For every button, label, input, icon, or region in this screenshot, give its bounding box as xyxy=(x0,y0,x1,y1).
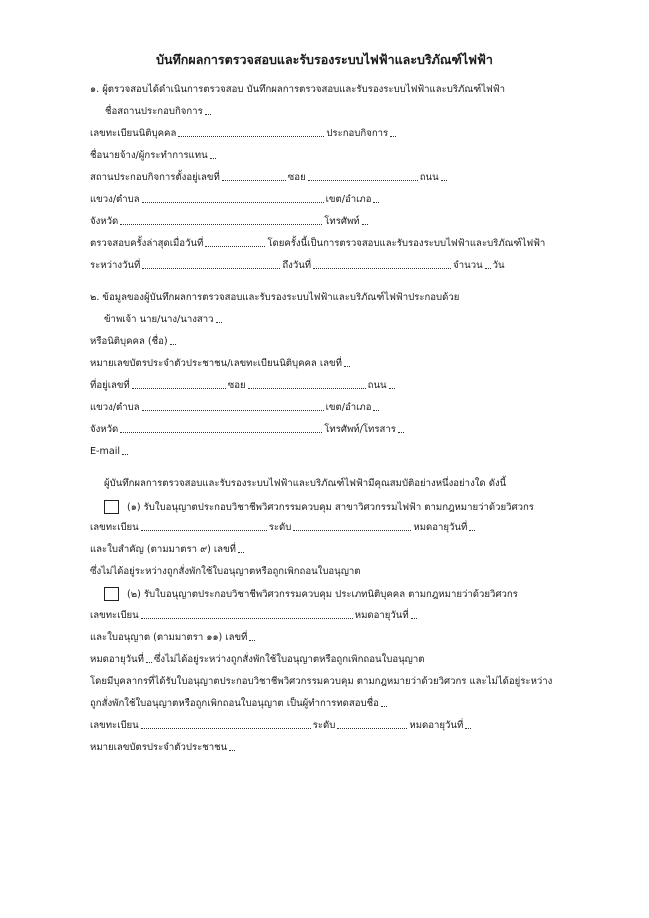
cert-sec9-field[interactable] xyxy=(238,552,244,553)
section2-heading-line xyxy=(90,290,459,304)
this-inspection-label: โดยครั้งนี้เป็นการตรวจสอบและรับรองระบบไฟฟ้าและบริภัณฑ์ไฟฟ้า xyxy=(267,238,546,249)
inspection-period-line xyxy=(90,258,589,272)
email-field[interactable] xyxy=(122,454,128,455)
juristic-name-field[interactable] xyxy=(170,344,176,345)
personnel-text2: ถูกสั่งพักใช้ใบอนุญาตหรือถูกเพิกถอนใบอนุญาต เป็นผู้ทำการทดสอบชื่อ xyxy=(90,698,379,709)
tester-name-field[interactable] xyxy=(381,706,387,707)
business-name-line xyxy=(105,104,589,118)
province-field[interactable] xyxy=(120,224,322,225)
inspector-soi-label: ซอย xyxy=(227,380,246,391)
district-field[interactable] xyxy=(373,202,379,203)
opt2-expiry3-label: หมดอายุวันที่ xyxy=(90,654,144,665)
not-suspended-line xyxy=(90,564,361,578)
option1-registration-line xyxy=(90,520,589,534)
id-number-label: หมายเลขบัตรประจำตัวประชาชน/เลขทะเบียนนิติบุคคล เลขที่ xyxy=(90,358,342,369)
id-number-line xyxy=(90,356,589,370)
inspector-name-field[interactable] xyxy=(216,322,222,323)
business-address-line xyxy=(90,170,589,184)
last-inspection-label: ตรวจสอบครั้งล่าสุดเมื่อวันที่ xyxy=(90,238,204,249)
license-sec11-field[interactable] xyxy=(249,640,255,641)
citizen-id-field[interactable] xyxy=(229,750,235,751)
opt1-expiry-field[interactable] xyxy=(469,530,475,531)
road-label: ถนน xyxy=(419,172,439,183)
email-line xyxy=(90,444,589,458)
tester-expiry-label: หมดอายุวันที่ xyxy=(409,720,464,731)
id-number-field[interactable] xyxy=(344,366,350,367)
page-title: บันทึกผลการตรวจสอบและรับรองระบบไฟฟ้าและบริภัณฑ์ไฟฟ้า xyxy=(156,52,493,67)
inspector-address-no-field[interactable] xyxy=(132,388,226,389)
option2-registration-line xyxy=(90,608,589,622)
opt1-level-field[interactable] xyxy=(293,530,411,531)
inspector-subdistrict-field[interactable] xyxy=(142,410,324,411)
not-suspended-text: ซึ่งไม่ได้อยู่ระหว่างถูกสั่งพักใช้ใบอนุญาตหรือถูกเพิกถอนใบอนุญาต xyxy=(90,566,361,577)
tester-level-label: ระดับ xyxy=(312,720,336,731)
business-district-line xyxy=(90,192,589,206)
tester-expiry-field[interactable] xyxy=(465,728,471,729)
between-date-label: ระหว่างวันที่ xyxy=(90,260,141,271)
count-label: จำนวน xyxy=(453,260,483,271)
employer-label: ชื่อนายจ้าง/ผู้กระทำการแทน xyxy=(90,150,208,161)
option2-line xyxy=(104,585,589,601)
subdistrict-field[interactable] xyxy=(142,202,324,203)
section1-heading-line xyxy=(90,82,505,96)
soi-field[interactable] xyxy=(308,180,418,181)
inspector-subdistrict-label: แขวง/ตำบล xyxy=(90,402,140,413)
province-label: จังหวัด xyxy=(90,216,119,227)
qualifications-intro: ผู้บันทึกผลการตรวจสอบและรับรองระบบไฟฟ้าและบริภัณฑ์ไฟฟ้ามีคุณสมบัติอย่างหนึ่งอย่างใด ดังนี้ xyxy=(104,478,507,489)
inspector-district-line xyxy=(90,400,589,414)
section1-heading: ๑. ผู้ตรวจสอบได้ดำเนินการตรวจสอบ บันทึกผลการตรวจสอบและรับรองระบบไฟฟ้าและบริภัณฑ์ไฟฟ้า xyxy=(90,84,505,95)
business-type-field[interactable] xyxy=(390,136,396,137)
citizen-id-label: หมายเลขบัตรประจำตัวประชาชน xyxy=(90,742,228,753)
opt1-reg-no-field[interactable] xyxy=(141,530,267,531)
opt2-reg-no-label: เลขทะเบียน xyxy=(90,610,139,621)
employer-field[interactable] xyxy=(210,158,216,159)
tester-reg-no-field[interactable] xyxy=(141,728,311,729)
inspector-road-label: ถนน xyxy=(367,380,387,391)
business-type-label: ประกอบกิจการ xyxy=(326,128,389,139)
license-sec11-label: และใบอนุญาต (ตามมาตรา ๑๑) เลขที่ xyxy=(90,632,248,643)
days-label: วัน xyxy=(492,260,505,271)
phone-fax-field[interactable] xyxy=(398,432,404,433)
inspector-district-label: เขต/อำเภอ xyxy=(325,402,372,413)
opt2-expiry-field[interactable] xyxy=(411,618,417,619)
address-no-field[interactable] xyxy=(222,180,286,181)
inspector-soi-field[interactable] xyxy=(248,388,366,389)
inspector-name-line xyxy=(104,312,589,326)
cert-sec9-label: และใบสำคัญ (ตามมาตรา ๙) เลขที่ xyxy=(90,544,236,555)
inspector-name-label: ข้าพเจ้า นาย/นาง/นางสาว xyxy=(104,314,214,325)
juristic-name-label: หรือนิติบุคคล (ชื่อ) xyxy=(90,336,168,347)
personnel-line1 xyxy=(90,674,552,688)
district-label: เขต/อำเภอ xyxy=(325,194,372,205)
tester-registration-line xyxy=(90,718,589,732)
subdistrict-label: แขวง/ตำบล xyxy=(90,194,140,205)
business-name-field[interactable] xyxy=(205,114,211,115)
cert-sec9-line xyxy=(90,542,589,556)
count-field[interactable] xyxy=(485,268,491,269)
inspector-road-field[interactable] xyxy=(389,388,395,389)
registration-line xyxy=(90,126,589,140)
opt2-reg-no-field[interactable] xyxy=(141,618,353,619)
qualifications-intro-line xyxy=(104,476,506,490)
inspector-province-label: จังหวัด xyxy=(90,424,119,435)
to-date-field[interactable] xyxy=(313,268,451,269)
opt2-expiry3-field[interactable] xyxy=(146,662,152,663)
not-suspended2-text: ซึ่งไม่ได้อยู่ระหว่างถูกสั่งพักใช้ใบอนุญาตหรือถูกเพิกถอนใบอนุญาต xyxy=(153,654,425,665)
tester-reg-no-label: เลขทะเบียน xyxy=(90,720,139,731)
phone-field[interactable] xyxy=(362,224,368,225)
phone-fax-label: โทรศัพท์/โทรสาร xyxy=(324,424,396,435)
business-province-line xyxy=(90,214,589,228)
juristic-name-line xyxy=(90,334,589,348)
inspector-address-no-label: ที่อยู่เลขที่ xyxy=(90,380,130,391)
between-date-field[interactable] xyxy=(142,268,280,269)
section2-heading: ๒. ข้อมูลของผู้บันทึกผลการตรวจสอบและรับรองระบบไฟฟ้าและบริภัณฑ์ไฟฟ้าประกอบด้วย xyxy=(90,292,460,303)
employer-line xyxy=(90,148,589,162)
opt1-reg-no-label: เลขทะเบียน xyxy=(90,522,139,533)
to-date-label: ถึงวันที่ xyxy=(282,260,312,271)
inspector-province-field[interactable] xyxy=(120,432,322,433)
option2-checkbox[interactable] xyxy=(104,587,119,601)
personnel-line2 xyxy=(90,696,589,710)
opt1-level-label: ระดับ xyxy=(268,522,292,533)
option2-expiry-line xyxy=(90,652,589,666)
inspector-address-line xyxy=(90,378,589,392)
address-no-label: สถานประกอบกิจการตั้งอยู่เลขที่ xyxy=(90,172,220,183)
option1-checkbox[interactable] xyxy=(104,500,119,514)
phone-label: โทรศัพท์ xyxy=(324,216,360,227)
option2-label: (๒) รับใบอนุญาตประกอบวิชาชีพวิศวกรรมควบคุม ประเภทนิติบุคคล ตามกฎหมายว่าด้วยวิศวกร xyxy=(127,589,518,600)
inspector-province-line xyxy=(90,422,589,436)
inspector-district-field[interactable] xyxy=(373,410,379,411)
email-label: E-mail xyxy=(90,446,121,457)
last-inspection-field[interactable] xyxy=(205,246,265,247)
option1-label: (๑) รับใบอนุญาตประกอบวิชาชีพวิศวกรรมควบคุม สาขาวิศวกรรมไฟฟ้า ตามกฎหมายว่าด้วยวิศวกร xyxy=(127,502,534,513)
business-name-label: ชื่อสถานประกอบกิจการ xyxy=(105,106,203,117)
license-sec11-line xyxy=(90,630,589,644)
personnel-text1: โดยมีบุคลากรที่ได้รับใบอนุญาตประกอบวิชาชีพวิศวกรรมควบคุม ตามกฎหมายว่าด้วยวิศวกร และไม่ได้อยู่ระหว่าง xyxy=(90,676,553,687)
option1-line xyxy=(104,498,589,514)
opt1-expiry-label: หมดอายุวันที่ xyxy=(413,522,468,533)
last-inspection-line xyxy=(90,236,589,250)
soi-label: ซอย xyxy=(287,172,306,183)
registration-no-label: เลขทะเบียนนิติบุคคล xyxy=(90,128,177,139)
registration-no-field[interactable] xyxy=(178,136,324,137)
opt2-expiry-label: หมดอายุวันที่ xyxy=(354,610,409,621)
tester-level-field[interactable] xyxy=(337,728,407,729)
road-field[interactable] xyxy=(441,180,447,181)
citizen-id-line xyxy=(90,740,589,754)
